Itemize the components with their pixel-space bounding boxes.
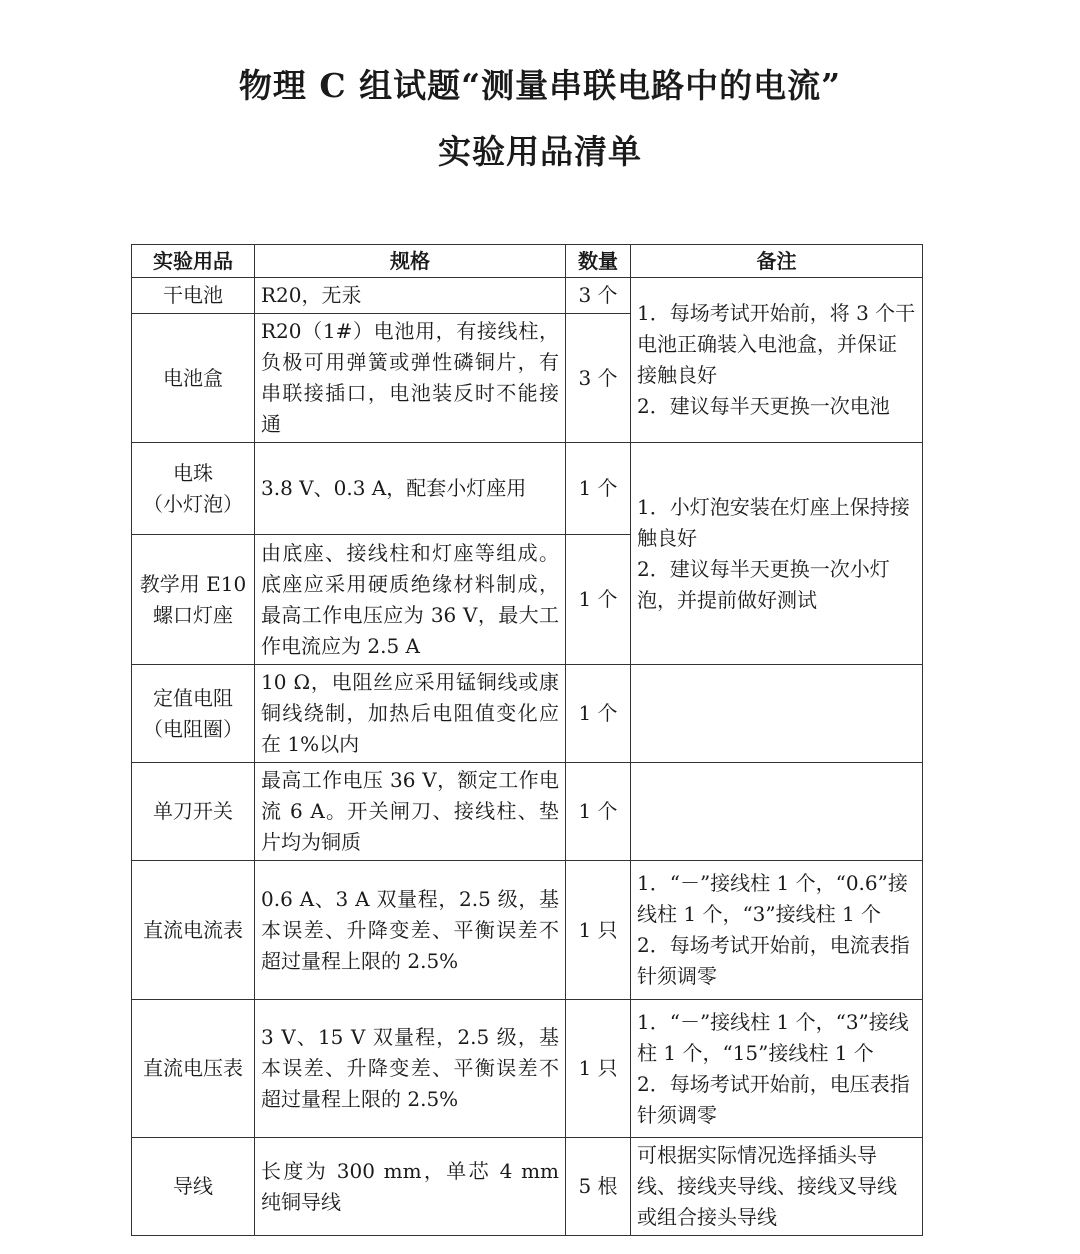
note-line: 2．建议每半天更换一次小灯泡，并提前做好测试 [637,556,890,612]
item-name-line: 单刀开关 [153,799,233,823]
item-name-line: 教学用 E10 [139,571,247,596]
item-qty: 3 个 [566,314,631,443]
item-name [132,861,255,1000]
note-line: 2．建议每半天更换一次电池 [637,394,890,418]
note-line: 1．每场考试开始前，将 3 个干电池正确装入电池盒，并保证接触良好 [637,301,916,387]
equipment-table [131,244,923,1236]
item-qty: 5 根 [566,1138,631,1236]
header-item: 实验用品 [132,245,255,278]
item-qty: 1 只 [566,861,631,1000]
item-note-empty [631,665,923,763]
item-qty: 1 个 [566,665,631,763]
item-spec: R20（1#）电池用，有接线柱，负极可用弹簧或弹性磷铜片，有串联接插口，电池装反时不能接通 [255,314,566,443]
item-spec: 3 V、15 V 双量程，2.5 级，基本误差、升降变差、平衡误差不超过量程上限的 2.5% [255,1000,566,1138]
item-name [132,535,255,665]
note-line: 2．每场考试开始前，电压表指针须调零 [637,1071,910,1127]
item-qty: 1 个 [566,535,631,665]
item-name [132,665,255,763]
item-spec: 最高工作电压 36 V，额定工作电流 6 A。开关闸刀、接线柱、垫片均为铜质 [255,763,566,861]
document-subtitle: 实验用品清单 [438,132,642,171]
note-line: 1．小灯泡安装在灯座上保持接触良好 [637,494,910,550]
item-note [631,1138,923,1236]
item-name-line: 导线 [173,1174,213,1198]
item-spec: 长度为 300 mm，单芯 4 mm 纯铜导线 [255,1138,566,1236]
table-row [132,443,923,535]
item-name-line: （电阻圈） [143,716,243,741]
item-name [132,314,255,443]
table-row [132,763,923,861]
note-line: 2．每场考试开始前，电流表指针须调零 [637,933,910,988]
header-note: 备注 [631,245,923,278]
item-name-line: 定值电阻 [153,685,233,710]
note-line: 1．“－”接线柱 1 个，“3”接线柱 1 个，“15”接线柱 1 个 [637,1009,909,1065]
item-name [132,1138,255,1236]
document-title: 物理 C 组试题“测量串联电路中的电流” [238,66,842,105]
table-header-row [132,245,923,278]
note-line: 1．“－”接线柱 1 个，“0.6”接线柱 1 个，“3”接线柱 1 个 [637,871,908,926]
item-note [631,443,923,665]
table-row [132,861,923,1000]
item-name [132,443,255,535]
item-spec: R20，无汞 [255,278,566,314]
item-note [631,861,923,1000]
item-spec: 由底座、接线柱和灯座等组成。底座应采用硬质绝缘材料制成，最高工作电压应为 36 V，最大工作电流应为 2.5 A [255,535,566,665]
item-name-line: 螺口灯座 [153,602,233,627]
item-name-line: 干电池 [163,283,223,307]
table-row [132,1000,923,1138]
item-spec: 3.8 V、0.3 A，配套小灯座用 [255,443,566,535]
item-name [132,1000,255,1138]
header-spec: 规格 [255,245,566,278]
header-qty: 数量 [566,245,631,278]
item-name [132,278,255,314]
item-qty: 3 个 [566,278,631,314]
item-spec: 0.6 A、3 A 双量程，2.5 级，基本误差、升降变差、平衡误差不超过量程上限的 2.5% [255,861,566,1000]
item-name-line: 电珠 [173,460,213,485]
item-note [631,278,923,443]
table-row [132,278,923,314]
item-qty: 1 个 [566,443,631,535]
table-row [132,665,923,763]
item-name-line: 直流电压表 [143,1056,243,1080]
note-line: 可根据实际情况选择插头导线、接线夹导线、接线叉导线或组合接头导线 [637,1143,897,1229]
item-name [132,763,255,861]
item-qty: 1 个 [566,763,631,861]
item-note [631,1000,923,1138]
item-name-line: 直流电流表 [143,917,243,942]
item-name-line: 电池盒 [163,365,223,390]
item-note-empty [631,763,923,861]
item-spec: 10 Ω，电阻丝应采用锰铜线或康铜线绕制，加热后电阻值变化应在 1%以内 [255,665,566,763]
table-row [132,1138,923,1236]
item-name-line: （小灯泡） [143,491,243,516]
item-qty: 1 只 [566,1000,631,1138]
